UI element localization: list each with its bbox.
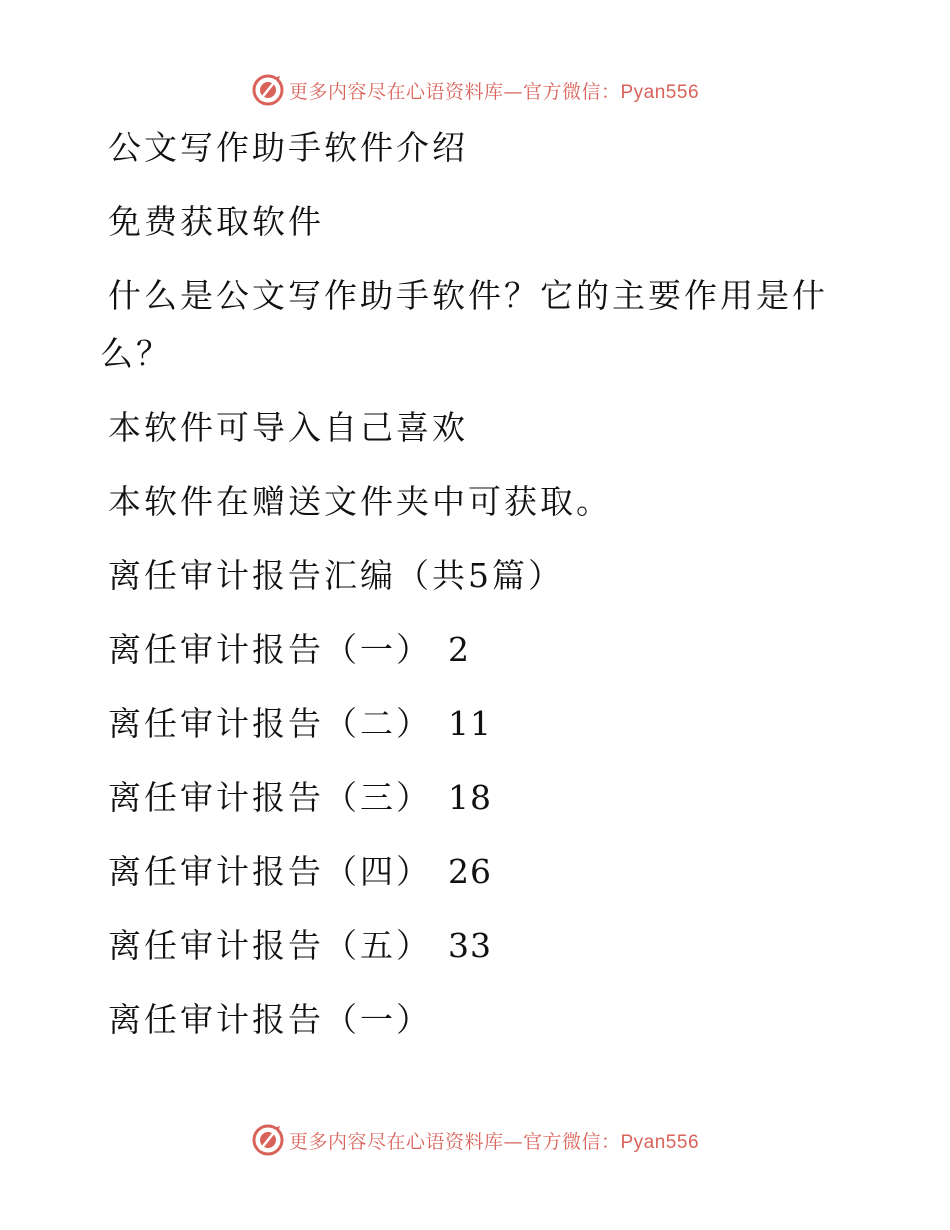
paragraph-question-continued: 么？ xyxy=(100,334,172,373)
toc-entry-title: 离任审计报告（三） xyxy=(108,778,432,817)
toc-entry xyxy=(108,630,470,670)
toc-entry-page: 18 xyxy=(448,778,492,817)
pen-nib-logo-icon xyxy=(251,73,285,107)
toc-entry xyxy=(108,926,492,966)
toc-entry-title: 离任审计报告（四） xyxy=(108,852,432,891)
paragraph-folder: 本软件在赠送文件夹中可获取。 xyxy=(108,482,612,521)
paragraph-free-download: 免费获取软件 xyxy=(108,202,324,241)
document-title: 公文写作助手软件介绍 xyxy=(108,128,468,167)
watermark-text: 更多内容尽在心语资料库—官方微信：Pyan556 xyxy=(288,80,700,103)
paragraph-question: 什么是公文写作助手软件？它的主要作用是什 xyxy=(108,276,828,315)
toc-entry xyxy=(108,704,492,744)
toc-entry-page: 26 xyxy=(448,852,492,891)
toc-heading: 离任审计报告汇编（共5篇） xyxy=(108,556,564,595)
toc-entry-page: 11 xyxy=(448,704,492,743)
toc-entry-title: 离任审计报告（二） xyxy=(108,704,432,743)
toc-entry-title: 离任审计报告（五） xyxy=(108,926,432,965)
paragraph-import: 本软件可导入自己喜欢 xyxy=(108,408,468,447)
toc-entry-page: 33 xyxy=(448,926,492,965)
pen-nib-logo-icon xyxy=(251,1123,285,1157)
toc-entry xyxy=(108,852,492,892)
toc-entry xyxy=(108,778,492,818)
footer-watermark xyxy=(0,1120,950,1160)
toc-entry-title: 离任审计报告（一） xyxy=(108,630,432,669)
toc-entry-page: 2 xyxy=(448,630,470,669)
section-heading: 离任审计报告（一） xyxy=(108,1000,432,1039)
watermark-text: 更多内容尽在心语资料库—官方微信：Pyan556 xyxy=(288,1130,700,1153)
header-watermark xyxy=(0,70,950,110)
